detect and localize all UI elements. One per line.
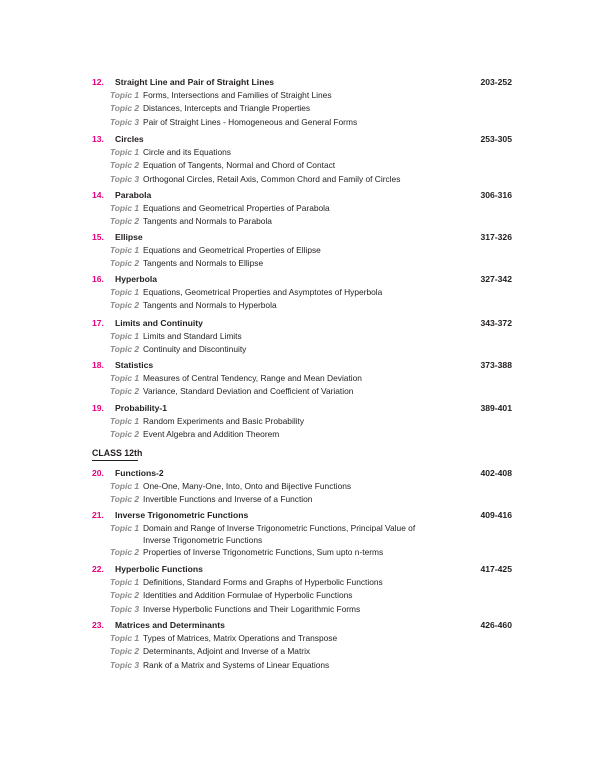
chapter-title: Circles bbox=[115, 134, 144, 144]
chapter-page-range: 306-316 bbox=[480, 190, 512, 200]
topic-label: Topic 1 bbox=[110, 147, 140, 157]
topic-label: Topic 3 bbox=[110, 173, 140, 184]
topic-row bbox=[92, 645, 512, 658]
chapter-page-range: 402-408 bbox=[480, 468, 512, 478]
chapter-page-range: 253-305 bbox=[480, 134, 512, 144]
chapter-page-range: 373-388 bbox=[480, 360, 512, 370]
topic-row bbox=[92, 173, 512, 186]
chapter-number: 15. bbox=[92, 232, 104, 242]
chapter-title: Matrices and Determinants bbox=[115, 620, 225, 630]
topic-label: Topic 1 bbox=[110, 331, 140, 341]
chapter-entry bbox=[92, 466, 512, 507]
topic-text: Distances, Intercepts and Triangle Properties bbox=[143, 103, 311, 114]
topic-text: Identities and Addition Formulae of Hyperbolic Functions bbox=[143, 590, 353, 601]
topic-row bbox=[92, 493, 512, 506]
topic-text: Event Algebra and Addition Theorem bbox=[143, 429, 280, 440]
topic-text: Forms, Intersections and Families of Straight Lines bbox=[143, 90, 332, 100]
topic-row bbox=[92, 286, 512, 299]
chapter-page-range: 417-425 bbox=[480, 564, 512, 574]
topic-label: Topic 2 bbox=[110, 646, 140, 657]
chapter-title: Limits and Continuity bbox=[115, 318, 203, 328]
topic-row bbox=[92, 480, 512, 493]
chapter-heading bbox=[92, 401, 512, 415]
topic-text: Definitions, Standard Forms and Graphs of Hyperbolic Functions bbox=[143, 577, 383, 587]
topic-row bbox=[92, 576, 512, 589]
chapter-number: 19. bbox=[92, 403, 104, 413]
chapter-page-range: 426-460 bbox=[480, 620, 512, 630]
chapter-number: 21. bbox=[92, 510, 104, 520]
topic-label: Topic 1 bbox=[110, 287, 140, 297]
chapter-number: 18. bbox=[92, 360, 104, 370]
topic-label: Topic 2 bbox=[110, 494, 140, 505]
topic-row bbox=[92, 146, 512, 159]
topic-text: Determinants, Adjoint and Inverse of a Matrix bbox=[143, 646, 311, 657]
topic-text: Random Experiments and Basic Probability bbox=[143, 416, 305, 426]
topic-label: Topic 1 bbox=[110, 633, 140, 643]
chapter-title: Statistics bbox=[115, 360, 154, 370]
topic-row bbox=[92, 385, 512, 398]
topic-row bbox=[92, 202, 512, 215]
topic-text: Limits and Standard Limits bbox=[143, 331, 242, 341]
chapter-entry bbox=[92, 401, 512, 442]
topic-text: Tangents and Normals to Hyperbola bbox=[143, 300, 277, 311]
topic-text: Inverse Hyperbolic Functions and Their Logarithmic Forms bbox=[143, 603, 361, 614]
topic-text: Equations and Geometrical Properties of Parabola bbox=[143, 203, 330, 213]
chapter-number: 22. bbox=[92, 564, 104, 574]
chapter-heading bbox=[92, 562, 512, 576]
topic-text: Equation of Tangents, Normal and Chord of Contact bbox=[143, 160, 336, 171]
topic-row bbox=[92, 428, 512, 441]
chapter-entry bbox=[92, 230, 512, 271]
chapter-entry bbox=[92, 562, 512, 616]
chapter-number: 16. bbox=[92, 274, 104, 284]
chapter-heading bbox=[92, 508, 512, 522]
topic-text: Circle and its Equations bbox=[143, 147, 231, 157]
topic-text: Types of Matrices, Matrix Operations and Transpose bbox=[143, 633, 338, 643]
topic-label: Topic 2 bbox=[110, 103, 140, 114]
chapter-entry bbox=[92, 75, 512, 129]
chapter-page-range: 317-326 bbox=[480, 232, 512, 242]
topic-label: Topic 2 bbox=[110, 216, 140, 227]
chapter-number: 23. bbox=[92, 620, 104, 630]
topic-row bbox=[92, 603, 512, 616]
chapter-entry bbox=[92, 618, 512, 672]
chapter-title: Functions-2 bbox=[115, 468, 164, 478]
chapter-page-range: 389-401 bbox=[480, 403, 512, 413]
topic-label: Topic 2 bbox=[110, 160, 140, 171]
chapter-heading bbox=[92, 132, 512, 146]
topic-text: Invertible Functions and Inverse of a Function bbox=[143, 494, 313, 505]
chapter-heading bbox=[92, 272, 512, 286]
chapter-page-range: 203-252 bbox=[480, 77, 512, 87]
topic-text: One-One, Many-One, Into, Onto and Bijective Functions bbox=[143, 481, 352, 491]
class-heading-underline bbox=[92, 460, 138, 461]
topic-label: Topic 2 bbox=[110, 300, 140, 311]
chapter-number: 17. bbox=[92, 318, 104, 328]
topic-label: Topic 2 bbox=[110, 590, 140, 601]
topic-row bbox=[92, 299, 512, 312]
topic-text: Variance, Standard Deviation and Coefficient of Variation bbox=[143, 386, 354, 397]
topic-label: Topic 1 bbox=[110, 481, 140, 491]
topic-text: Measures of Central Tendency, Range and Mean Deviation bbox=[143, 373, 362, 383]
topic-row bbox=[92, 372, 512, 385]
topic-row bbox=[92, 257, 512, 270]
chapter-page-range: 343-372 bbox=[480, 318, 512, 328]
topic-text: Domain and Range of Inverse Trigonometric Functions, Principal Value of Inverse Trigonometric Functions bbox=[143, 523, 416, 545]
chapter-title: Hyperbola bbox=[115, 274, 158, 284]
topic-label: Topic 1 bbox=[110, 203, 140, 213]
chapter-title: Parabola bbox=[115, 190, 152, 200]
chapter-page-range: 409-416 bbox=[480, 510, 512, 520]
topic-row bbox=[92, 343, 512, 356]
topic-label: Topic 2 bbox=[110, 258, 140, 269]
topic-text: Tangents and Normals to Parabola bbox=[143, 216, 272, 227]
class-heading: CLASS 12th bbox=[92, 448, 143, 458]
chapter-number: 14. bbox=[92, 190, 104, 200]
topic-row bbox=[92, 116, 512, 129]
topic-text: Equations, Geometrical Properties and Asymptotes of Hyperbola bbox=[143, 287, 383, 297]
chapter-number: 13. bbox=[92, 134, 104, 144]
chapter-entry bbox=[92, 132, 512, 186]
topic-text: Properties of Inverse Trigonometric Functions, Sum upto n-terms bbox=[143, 547, 384, 557]
topic-label: Topic 2 bbox=[110, 429, 140, 440]
topic-text: Tangents and Normals to Ellipse bbox=[143, 258, 264, 269]
topic-row bbox=[92, 415, 512, 428]
chapter-entry bbox=[92, 272, 512, 313]
topic-text: Equations and Geometrical Properties of Ellipse bbox=[143, 245, 321, 255]
topic-label: Topic 3 bbox=[110, 603, 140, 614]
chapter-heading bbox=[92, 358, 512, 372]
chapter-heading bbox=[92, 466, 512, 480]
topic-label: Topic 3 bbox=[110, 659, 140, 670]
chapter-page-range: 327-342 bbox=[480, 274, 512, 284]
topic-row bbox=[92, 632, 512, 645]
topic-row bbox=[92, 589, 512, 602]
topic-row bbox=[92, 330, 512, 343]
topic-label: Topic 2 bbox=[110, 344, 140, 355]
topic-label: Topic 2 bbox=[110, 547, 140, 557]
chapter-number: 12. bbox=[92, 77, 104, 87]
chapter-entry bbox=[92, 508, 512, 559]
topic-label: Topic 1 bbox=[110, 373, 140, 383]
topic-row bbox=[92, 244, 512, 257]
topic-label: Topic 2 bbox=[110, 386, 140, 397]
chapter-title: Ellipse bbox=[115, 232, 143, 242]
chapter-heading bbox=[92, 188, 512, 202]
topic-row bbox=[92, 546, 512, 559]
chapter-heading bbox=[92, 316, 512, 330]
topic-row bbox=[92, 659, 512, 672]
topic-row bbox=[92, 102, 512, 115]
topic-label: Topic 1 bbox=[110, 416, 140, 426]
chapter-entry bbox=[92, 358, 512, 399]
topic-label: Topic 1 bbox=[110, 577, 140, 587]
chapter-heading bbox=[92, 75, 512, 89]
topic-label: Topic 1 bbox=[110, 245, 140, 255]
chapter-title: Straight Line and Pair of Straight Lines bbox=[115, 77, 275, 87]
chapter-title: Hyperbolic Functions bbox=[115, 564, 203, 574]
topic-row bbox=[92, 522, 512, 546]
chapter-title: Probability-1 bbox=[115, 403, 168, 413]
topic-text: Rank of a Matrix and Systems of Linear Equations bbox=[143, 659, 330, 670]
topic-label: Topic 3 bbox=[110, 116, 140, 127]
topic-text: Pair of Straight Lines - Homogeneous and General Forms bbox=[143, 116, 358, 127]
topic-row bbox=[92, 159, 512, 172]
topic-text: Continuity and Discontinuity bbox=[143, 344, 247, 355]
topic-row bbox=[92, 89, 512, 102]
topic-label: Topic 1 bbox=[110, 523, 140, 533]
topic-row bbox=[92, 215, 512, 228]
chapter-heading bbox=[92, 618, 512, 632]
chapter-entry bbox=[92, 316, 512, 357]
chapter-entry bbox=[92, 188, 512, 229]
chapter-title: Inverse Trigonometric Functions bbox=[115, 510, 249, 520]
topic-label: Topic 1 bbox=[110, 90, 140, 100]
chapter-heading bbox=[92, 230, 512, 244]
topic-text: Orthogonal Circles, Retail Axis, Common Chord and Family of Circles bbox=[143, 173, 401, 184]
chapter-number: 20. bbox=[92, 468, 104, 478]
